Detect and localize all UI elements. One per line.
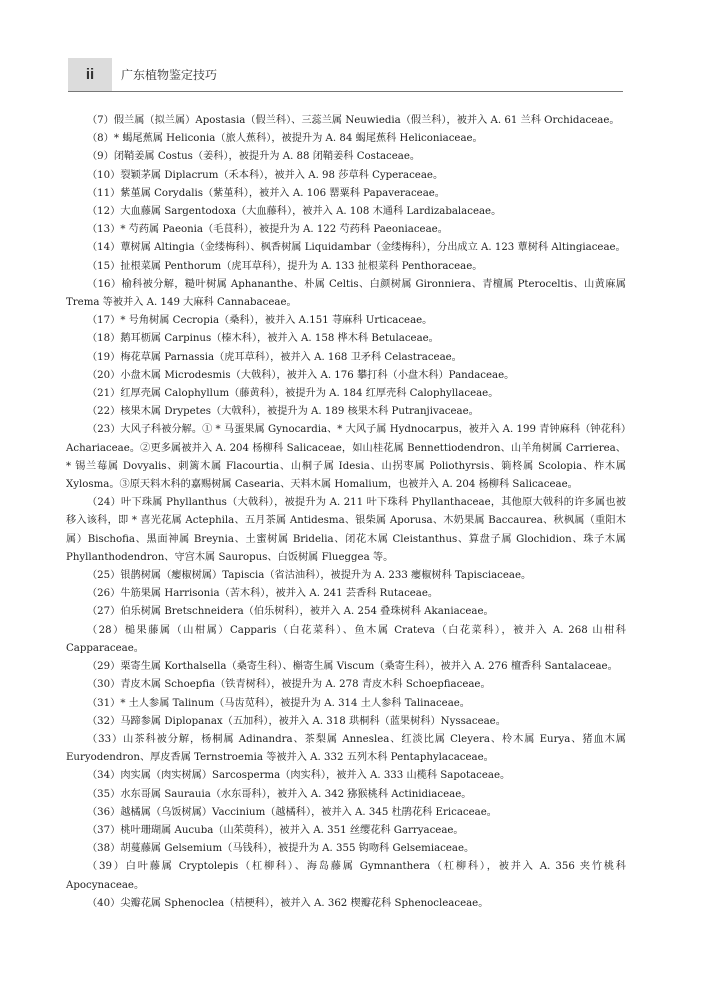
paragraph-11: （11）紫堇属 Corydalis（紫堇科），被并入 A. 106 罂粟科 Papaveraceae。: [87, 187, 445, 199]
paragraph-24: （24）叶下珠属 Phyllanthus（大戟科），被提升为 A. 211 叶下珠科 Phyllanthaceae，其他原大戟科的许多属也被移入该科，即 * 喜光花属 Actephila、五月茶属 Antidesma、银柴属 Aporusa、木奶果属 Baccaurea、秋枫属（重阳木属）Bischofia、黑面神属 Breynia、土蜜树属 Bridelia、闭花木属 Cleistanthus、算盘子属 Glochidion、珠子木属 Phyllanthodendron、守宫木属 Sauropus、白饭树属 Flueggea 等。: [66, 497, 626, 563]
paragraph-33: （33）山茶科被分解，杨桐属 Adinandra、茶梨属 Anneslea、红淡比属 Cleyera、柃木属 Eurya、猪血木属 Euryodendron、厚皮香属 Ternstroemia 等被并入 A. 332 五列木科 Pentaphylacaceae。: [66, 733, 626, 764]
book-title: 广东植物鉴定技巧: [121, 68, 218, 82]
paragraph-7: （7）假兰属（拟兰属）Apostasia（假兰科）、三蕊兰属 Neuwiedia（假兰科），被并入 A. 61 兰科 Orchidaceae。: [87, 115, 620, 126]
paragraph-28: （28）槌果藤属（山柑属）Capparis（白花菜科）、鱼木属 Crateva（白花菜科），被并入 A. 268 山柑科 Capparaceae。: [66, 624, 626, 654]
paragraph-17: （17）* 号角树属 Cecropia（桑科），被并入 A.151 荨麻科 Urticaceae。: [87, 315, 433, 327]
paragraph-23: （23）大风子科被分解。① * 马蛋果属 Gynocardia、* 大风子属 Hydnocarpus，被并入 A. 199 青钟麻科（钟花科）Achariaceae。②更多属被并入 A. 204 杨柳科 Salicaceae，如山桂花属 Bennettiodendron、山羊角树属 Carrierea、* 锡兰莓属 Dovyalis、刺篱木属 Flacourtia、山桐子属 Idesia、山拐枣属 Poliothyrsis、箣柊属 Scolopia、柞木属 Xylosma。③原天料木科的嘉赐树属 Casearia、天料木属 Homalium，也被并入 A. 204 杨柳科 Salicaceae。: [66, 424, 626, 491]
paragraph-20: （20）小盘木属 Microdesmis（大戟科），被并入 A. 176 攀打科（小盘木科）Pandaceae。: [87, 369, 515, 381]
paragraph-37: （37）桃叶珊瑚属 Aucuba（山茱萸科），被并入 A. 351 丝缨花科 Garryaceae。: [87, 824, 464, 836]
paragraph-31: （31）* 土人参属 Talinum（马齿苋科），被提升为 A. 314 土人参科 Talinaceae。: [87, 697, 470, 709]
paragraph-15: （15）扯根菜属 Penthorum（虎耳草科），提升为 A. 133 扯根菜科 Penthoraceae。: [87, 260, 483, 272]
paragraph-27: （27）伯乐树属 Bretschneidera（伯乐树科），被并入 A. 254 叠珠树科 Akaniaceae。: [87, 606, 494, 618]
page-number: ii: [68, 58, 112, 92]
paragraph-25: （25）银鹊树属（瘿椒树属）Tapiscia（省沽油科），被提升为 A. 233 瘿椒树科 Tapisciaceae。: [87, 570, 532, 582]
body-text: [66, 112, 626, 913]
paragraph-19: （19）梅花草属 Parnassia（虎耳草科），被并入 A. 168 卫矛科 Celastraceae。: [87, 351, 462, 363]
paragraph-34: （34）肉实属（肉实树属）Sarcosperma（肉实科），被并入 A. 333 山榄科 Sapotaceae。: [87, 770, 511, 782]
paragraph-26: （26）牛筋果属 Harrisonia（苦木科），被并入 A. 241 芸香科 Rutaceae。: [87, 588, 439, 600]
paragraph-12: （12）大血藤属 Sargentodoxa（大血藤科），被并入 A. 108 木通科 Lardizabalaceae。: [87, 206, 502, 218]
paragraph-22: （22）核果木属 Drypetes（大戟科），被提升为 A. 189 核果木科 Putranjivaceae。: [87, 406, 479, 418]
paragraph-39: （39）白叶藤属 Cryptolepis（杠柳科）、海岛藤属 Gymnanthera（杠柳科），被并入 A. 356 夹竹桃科 Apocynaceae。: [66, 861, 626, 891]
paragraph-36: （36）越橘属（乌饭树属）Vaccinium（越橘科），被并入 A. 345 杜鹃花科 Ericaceae。: [87, 806, 497, 818]
paragraph-10: （10）裂颖茅属 Diplacrum（禾本科），被并入 A. 98 莎草科 Cyperaceae。: [87, 169, 444, 181]
paragraph-18: （18）鹅耳枥属 Carpinus（榛木科），被并入 A. 158 桦木科 Betulaceae。: [87, 333, 439, 345]
paragraph-40: （40）尖瓣花属 Sphenoclea（桔梗科），被并入 A. 362 楔瓣花科 Sphenocleaceae。: [87, 897, 489, 909]
paragraph-21: （21）红厚壳属 Calophyllum（藤黄科），被提升为 A. 184 红厚壳科 Calophyllaceae。: [87, 388, 499, 400]
paragraph-30: （30）青皮木属 Schoepfia（铁青树科），被提升为 A. 278 青皮木科 Schoepfiaceae。: [87, 679, 491, 691]
paragraph-38: （38）胡蔓藤属 Gelsemium（马钱科），被提升为 A. 355 钩吻科 Gelsemiaceae。: [87, 843, 475, 855]
paragraph-14: （14）蕈树属 Altingia（金缕梅科）、枫香树属 Liquidambar（金缕梅科），分出成立 A. 123 蕈树科 Altingiaceae。: [87, 242, 626, 254]
paragraph-8: （8）* 蝎尾蕉属 Heliconia（旅人蕉科），被提升为 A. 84 蝎尾蕉科 Heliconiaceae。: [87, 133, 483, 145]
paragraph-32: （32）马蹄参属 Diplopanax（五加科），被并入 A. 318 珙桐科（蓝果树科）Nyssaceae。: [87, 715, 506, 727]
paragraph-29: （29）栗寄生属 Korthalsella（桑寄生科）、槲寄生属 Viscum（桑寄生科），被并入 A. 276 檀香科 Santalaceae。: [87, 661, 618, 673]
page-header: [68, 58, 623, 92]
paragraph-16: （16）榆科被分解，糙叶树属 Aphananthe、朴属 Celtis、白颜树属 Gironniera、青檀属 Pteroceltis、山黄麻属 Trema 等被并入 A. 149 大麻科 Cannabaceae。: [66, 278, 626, 309]
paragraph-35: （35）水东哥属 Saurauia（水东哥科），被并入 A. 342 猕猴桃科 Actinidiaceae。: [87, 788, 472, 800]
header-rule: [68, 91, 623, 92]
paragraph-13: （13）* 芍药属 Paeonia（毛茛科），被提升为 A. 122 芍药科 Paeoniaceae。: [87, 224, 448, 236]
paragraph-9: （9）闭鞘姜属 Costus（姜科），被提升为 A. 88 闭鞘姜科 Costaceae。: [87, 151, 421, 163]
